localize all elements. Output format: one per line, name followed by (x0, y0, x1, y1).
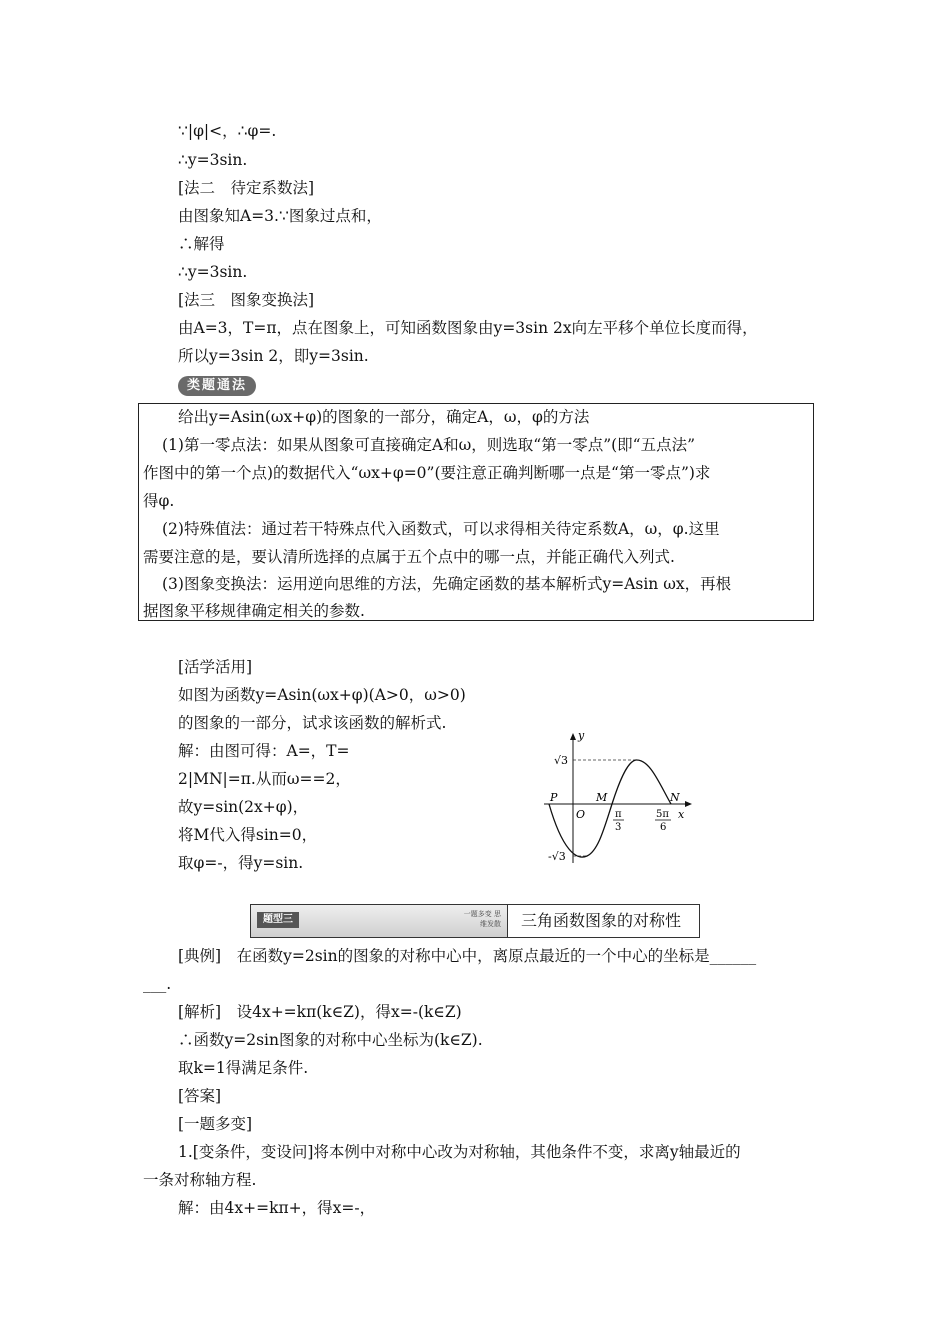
text-line: 所以y=3sin 2，即y=3sin. (178, 347, 369, 365)
x-axis-label: x (678, 808, 685, 821)
sine-curve (549, 760, 671, 857)
text-line: ∴y=3sin. (178, 263, 248, 281)
box-line: 作图中的第一个点)的数据代入“ωx+φ=0”(要注意正确判断哪一点是“第一零点”)求 (143, 464, 711, 482)
tick-5pi-numerator: 5π (656, 809, 669, 820)
text-line: 如图为函数y=Asin(ωx+φ)(A>0，ω>0) (178, 686, 466, 704)
point-m-label: M (596, 791, 608, 804)
section-banner (250, 904, 700, 938)
x-axis-arrow (685, 801, 692, 807)
point-p-label: P (550, 791, 558, 804)
sine-graph-figure (540, 725, 700, 870)
text-line: [一题多变] (178, 1115, 253, 1133)
banner-tag: 题型三 (257, 912, 299, 928)
text-line: 解：由4x+=kπ+，得x=-， (178, 1199, 376, 1217)
neg-sqrt3-label: -√3 (548, 850, 566, 863)
box-line: 给出y=Asin(ωx+φ)的图象的一部分，确定A，ω，φ的方法 (178, 408, 590, 426)
text-line: 一条对称轴方程. (143, 1171, 257, 1189)
box-line: (2)特殊值法：通过若干特殊点代入函数式，可以求得相关待定系数A，ω，φ.这里 (162, 520, 720, 538)
y-axis-arrow (570, 733, 576, 740)
text-line: [解析] 设4x+=kπ(k∈Z)，得x=-(k∈Z) (178, 1003, 462, 1021)
text-line: 取φ=-，得y=sin. (178, 854, 304, 872)
text-line: 由图象知A=3.∵图象过点和， (178, 207, 382, 225)
text-line: [法二 待定系数法] (178, 179, 315, 197)
text-line: 故y=sin(2x+φ)， (178, 798, 309, 816)
box-line: 据图象平移规律确定相关的参数. (143, 602, 365, 620)
text-line: 由A=3，T=π，点在图象上，可知函数图象由y=3sin 2x向左平移个单位长度而得， (178, 319, 758, 337)
text-line: [活学活用] (178, 658, 253, 676)
text-line: [法三 图象变换法] (178, 291, 315, 309)
tick-5pi-denominator: 6 (660, 822, 667, 833)
text-line: [典例] 在函数y=2sin的图象的对称中心中，离原点最近的一个中心的坐标是______ (178, 947, 757, 965)
tick-pi-denominator: 3 (615, 822, 622, 833)
box-line: (3)图象变换法：运用逆向思维的方法，先确定函数的基本解析式y=Asin ωx，再根 (162, 575, 732, 593)
tick-pi-numerator: π (615, 809, 622, 820)
box-line: (1)第一零点法：如果从图象可直接确定A和ω，则选取“第一零点”(即“五点法” (162, 436, 696, 454)
text-line: 将M代入得sin=0， (178, 826, 318, 844)
banner-left-panel (251, 905, 508, 937)
text-line: 取k=1得满足条件. (178, 1059, 309, 1077)
text-line: ∵|φ|<，∴φ=. (178, 122, 277, 140)
sqrt3-label: √3 (554, 754, 569, 767)
text-line: ∴y=3sin. (178, 151, 248, 169)
point-n-label: N (670, 791, 680, 804)
text-line: 的图象的一部分，试求该函数的解析式. (178, 714, 447, 732)
text-line: 2|MN|=π.从而ω==2， (178, 770, 351, 788)
box-line: 需要注意的是，要认清所选择的点属于五个点中的哪一点，并能正确代入列式. (143, 548, 675, 566)
text-line: ∴函数y=2sin图象的对称中心坐标为(k∈Z). (178, 1031, 483, 1049)
text-line: [答案] (178, 1087, 222, 1105)
section-badge: 类题通法 (178, 376, 256, 396)
origin-label: O (576, 808, 586, 821)
banner-subtitle: 一题多变 思维发散 (463, 910, 501, 928)
y-axis-label: y (578, 729, 585, 742)
box-line: 得φ. (143, 492, 175, 510)
text-line: ___. (143, 975, 172, 993)
text-line: 1.[变条件，变设问]将本例中对称中心改为对称轴，其他条件不变，求离y轴最近的 (178, 1143, 741, 1161)
banner-title: 三角函数图象的对称性 (521, 911, 682, 930)
text-line: ∴解得 (178, 235, 225, 253)
text-line: 解：由图可得：A=，T= (178, 742, 350, 760)
